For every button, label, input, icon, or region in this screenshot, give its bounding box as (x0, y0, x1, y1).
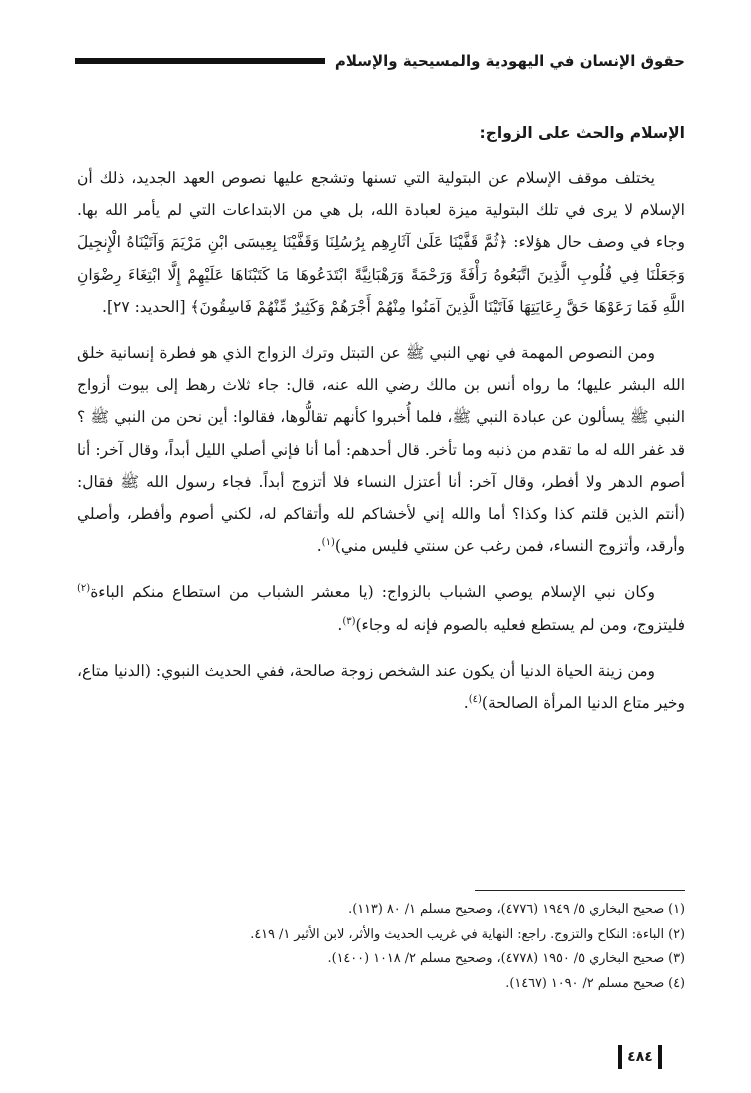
paragraph (77, 162, 685, 323)
paragraph (77, 655, 685, 719)
footnote-item: (٣) صحيح البخاري ٥/ ١٩٥٠ (٤٧٧٨)، وصحيح مسلم ٢/ ١٠١٨ (١٤٠٠). (327, 951, 685, 966)
page-number-box (612, 1044, 668, 1070)
paragraph-text-continued: فليتزوج، ومن لم يستطع فعليه بالصوم فإنه له وجاء) (355, 615, 685, 634)
paragraph-text: يختلف موقف الإسلام عن البتولية التي تسنها وتشجع عليها نصوص العهد الجديد، ذلك أن الإسلام لا يرى في تلك البتولية ميزة لعبادة الله، بل هي من الابتداعات التي لم يأمر الله بها. وجاء في وصف حال هؤلاء: ﴿ثُمَّ قَفَّيْنَا عَلَىٰ آثَارِهِم بِرُسُلِنَا وَقَفَّيْنَا بِعِيسَى ابْنِ مَرْيَمَ وَآتَيْنَاهُ الْإِنجِيلَ وَجَعَلْنَا فِي قُلُوبِ الَّذِينَ اتَّبَعُوهُ رَأْفَةً وَرَحْمَةً وَرَهْبَانِيَّةً ابْتَدَعُوهَا مَا كَتَبْنَاهَا عَلَيْهِمْ إِلَّا ابْتِغَاءَ رِضْوَانِ اللَّهِ فَمَا رَعَوْهَا حَقَّ رِعَايَتِهَا فَآتَيْنَا الَّذِينَ آمَنُوا مِنْهُمْ أَجْرَهُمْ وَكَثِيرٌ مِّنْهُمْ فَاسِقُونَ﴾ [الحديد: ٢٧]. (77, 169, 685, 316)
paragraph-end: . (337, 615, 343, 634)
paragraph-text: ومن زينة الحياة الدنيا أن يكون عند الشخص زوجة صالحة، ففي الحديث النبوي: (الدنيا متاع، وخير متاع الدنيا المرأة الصالحة) (77, 661, 685, 713)
folio-bar-right (658, 1045, 662, 1069)
footnote-ref[interactable]: (١) (321, 537, 335, 549)
footnotes (77, 898, 685, 996)
paragraph-text: ومن النصوص المهمة في نهي النبي ﷺ عن التبتل وترك الزواج الذي هو فطرة إنسانية خلق الله البشر عليها؛ ما رواه أنس بن مالك رضي الله عنه، قال: جاء ثلاث رهط إلى بيوت أزواج النبي ﷺ يسألون عن عبادة النبي ﷺ، فلما أُخبروا كأنهم تقالُّوها، فقالوا: أين نحن من النبي ﷺ ؟ قد غفر الله له ما تقدم من ذنبه وما تأخر. قال أحدهم: أما أنا فإني أصلي الليل أبداً، وقال آخر: أنا أصوم الدهر ولا أفطر، وقال آخر: أنا أعتزل النساء فلا أتزوج أبداً. فجاء رسول الله ﷺ فقال: (أنتم الذين قلتم كذا وكذا؟ أما والله إني لأخشاكم لله وأتقاكم له، لكني أصوم وأفطر، وأصلي وأرقد، وأتزوج النساء، فمن رغب عن سنتي فليس مني) (77, 344, 685, 556)
paragraph-end: . (463, 694, 469, 713)
footnote-item: (١) صحيح البخاري ٥/ ١٩٤٩ (٤٧٧٦)، وصحيح مسلم ١/ ٨٠ (١١٣). (348, 902, 685, 917)
footnote-ref[interactable]: (٤) (468, 693, 482, 705)
running-title: حقوق الإنسان في اليهودية والمسيحية والإسلام (334, 52, 685, 70)
footnote-ref[interactable]: (٣) (342, 615, 356, 627)
running-header (75, 46, 685, 76)
main-text (77, 118, 685, 733)
footnote-ref[interactable]: (٢) (77, 583, 91, 595)
paragraph (77, 576, 685, 640)
footnote-item: (٢) الباءة: النكاح والتزوج. راجع: النهاية في غريب الحديث والأثر، لابن الأثير ١/ ٤١٩. (250, 926, 685, 942)
page-number: ٤٨٤ (627, 1049, 653, 1065)
header-rule (75, 58, 325, 64)
paragraph: ومن النصوص المهمة في نهي النبي ﷺ عن التبتل وترك الزواج الذي هو فطرة إنسانية خلق الله البشر عليها؛ ما رواه أنس بن مالك رضي الله عنه، قال: جاء ثلاث رهط إلى بيوت أزواج النبي ﷺ يسألون عن عبادة النبي ﷺ، فلما أُخبروا كأنهم تقالُّوها، فقالوا: أين نحن من النبي ﷺ ؟ قد غفر الله له ما تقدم من ذنبه وما تأخر. قال أحدهم: أما أنا فإني أصلي الليل أبداً، وقال آخر: أنا أصوم الدهر ولا أفطر، وقال آخر: أنا أعتزل النساء فلا أتزوج أبداً. فجاء رسول الله ﷺ فقال: (أنتم الذين قلتم كذا وكذا؟ أما والله إني لأخشاكم لله وأتقاكم له، لكني أصوم وأفطر، وأصلي وأرقد، وأتزوج النساء، فمن رغب عن سنتي فليس مني)$^{(١)}$. (77, 344, 685, 556)
section-heading: الإسلام والحث على الزواج: (479, 124, 685, 142)
footnote-separator (475, 890, 685, 891)
paragraph-text: وكان نبي الإسلام يوصي الشباب بالزواج: (يا معشر الشباب من استطاع منكم الباءة (90, 583, 655, 602)
footnote-item: (٤) صحيح مسلم ٢/ ١٠٩٠ (١٤٦٧). (505, 975, 685, 991)
